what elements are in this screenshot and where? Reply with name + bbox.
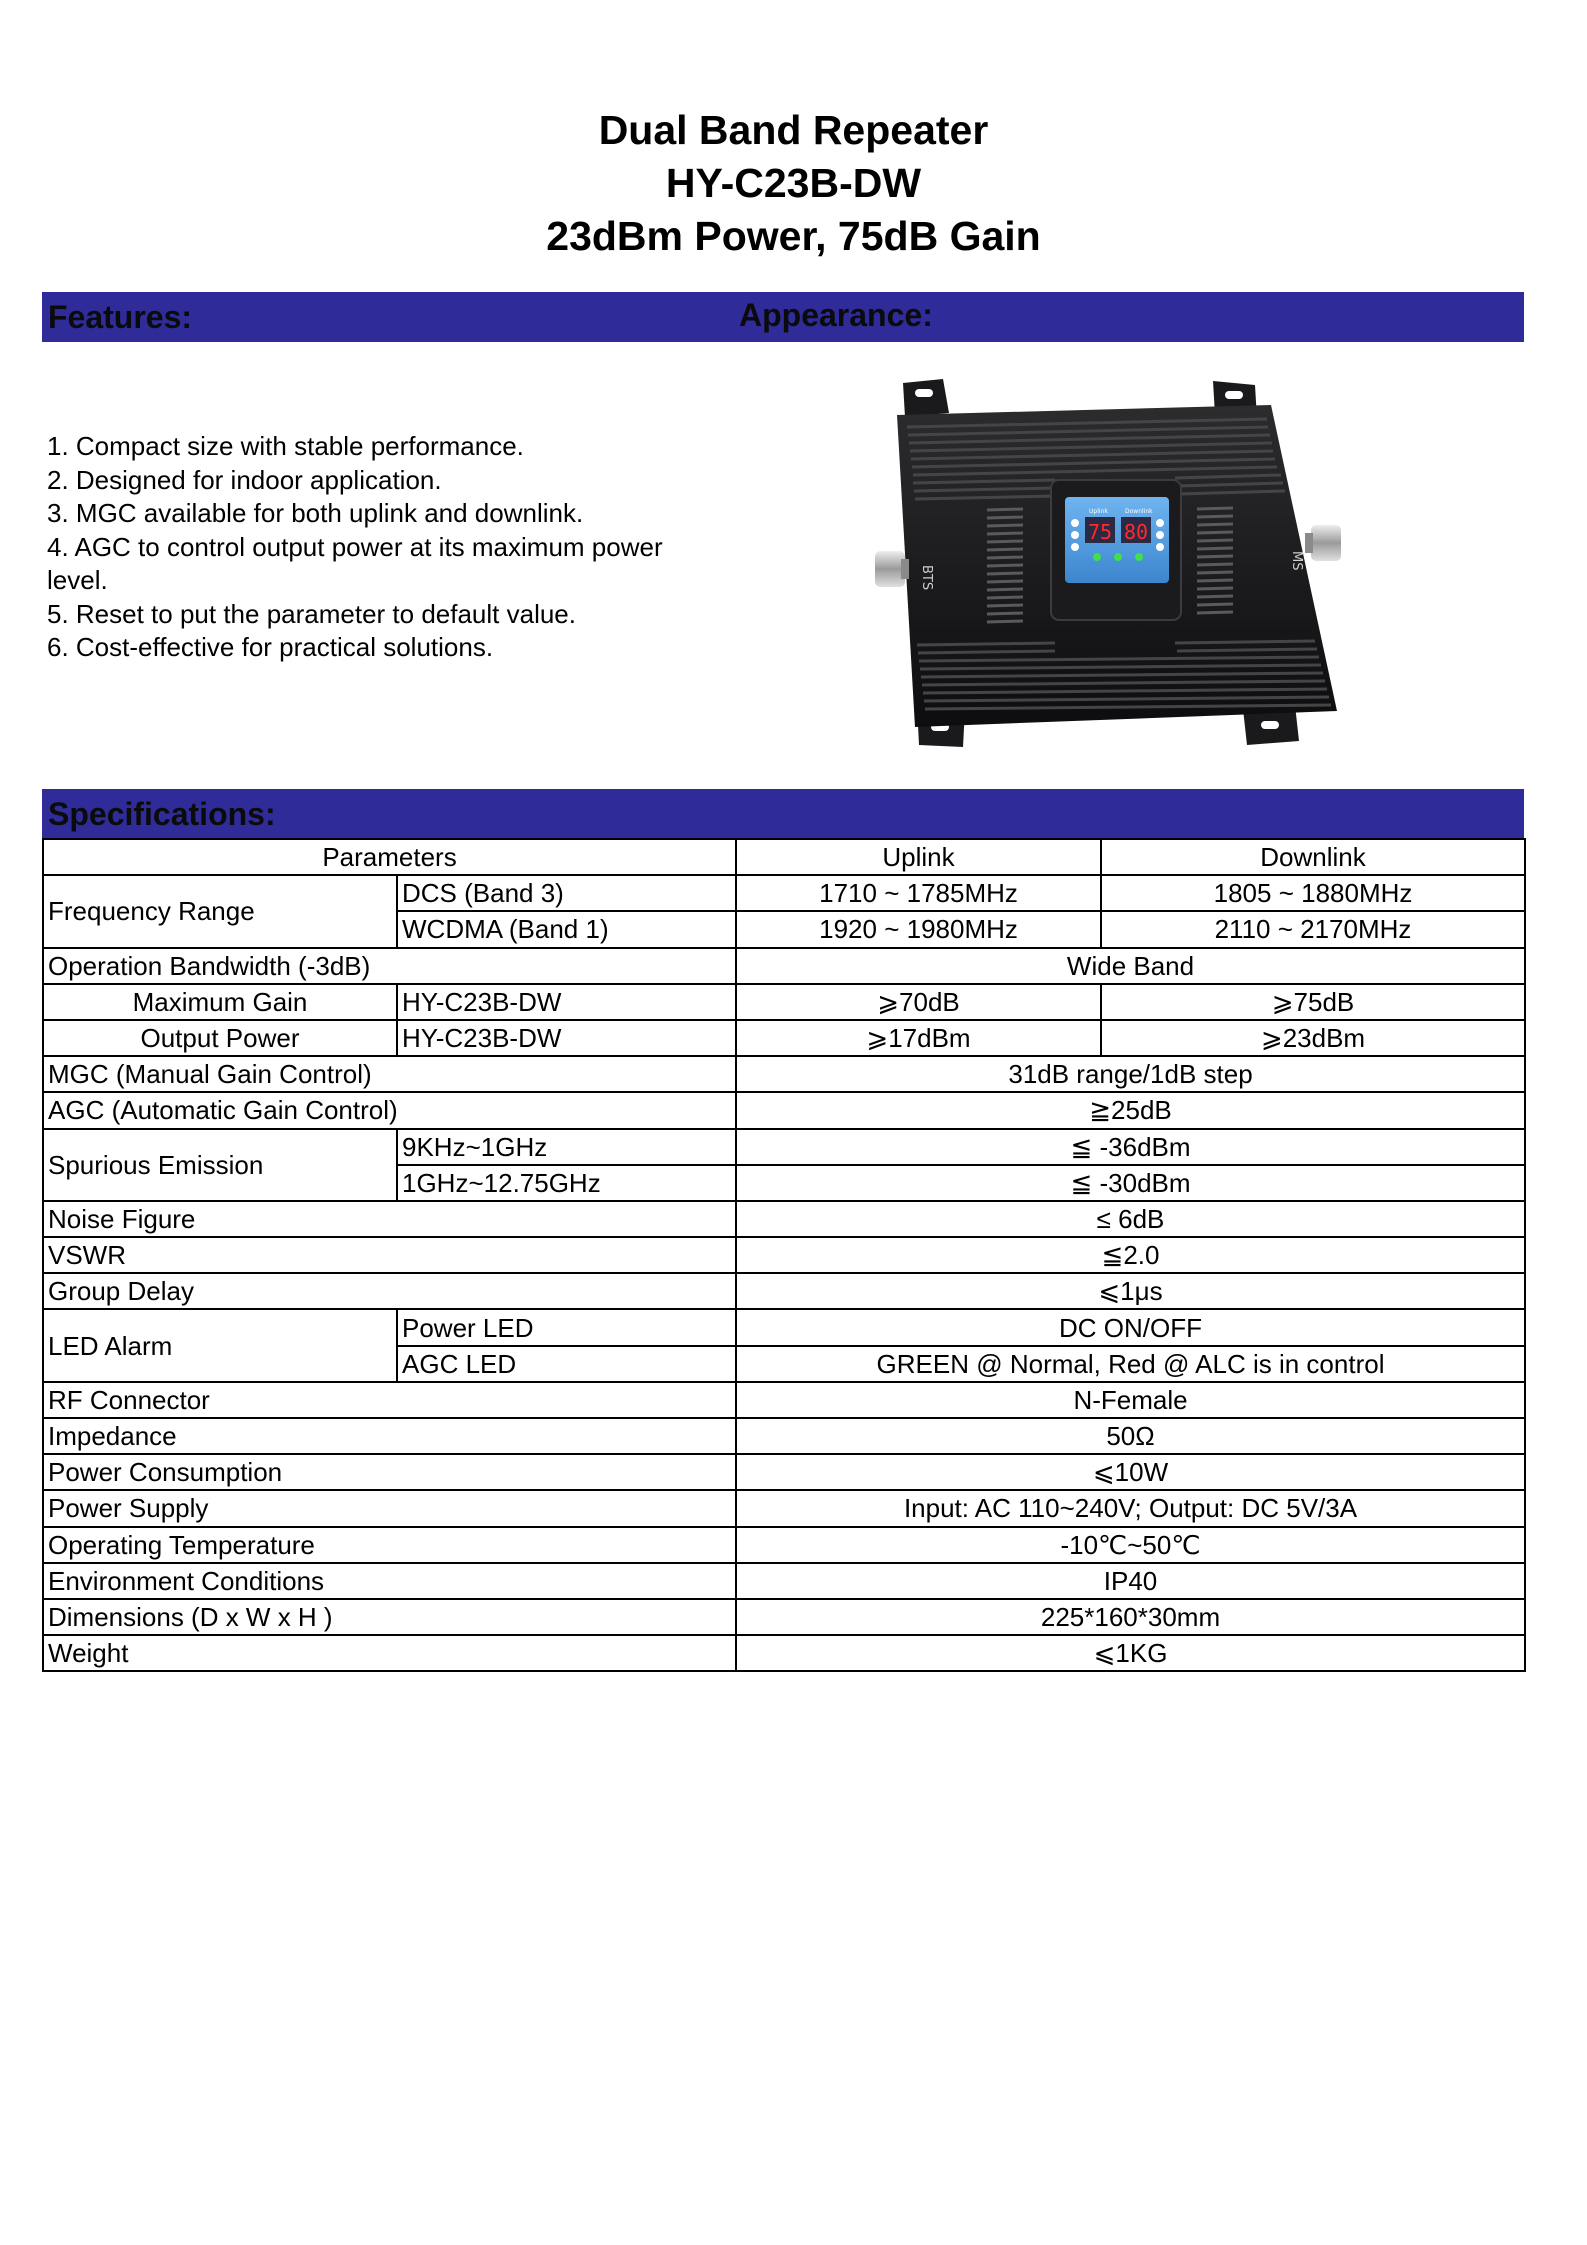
operating-temperature-label: Operating Temperature bbox=[43, 1527, 736, 1563]
dimensions-value: 225*160*30mm bbox=[736, 1599, 1525, 1635]
feature-item: 5. Reset to put the parameter to default value. bbox=[47, 598, 576, 629]
vswr-label: VSWR bbox=[43, 1237, 736, 1273]
table-row bbox=[43, 984, 1525, 1020]
power-led-value: DC ON/OFF bbox=[736, 1309, 1525, 1345]
led-alarm-label: LED Alarm bbox=[43, 1309, 397, 1381]
max-gain-uplink: ⩾70dB bbox=[736, 984, 1101, 1020]
table-row bbox=[43, 1527, 1525, 1563]
bandwidth-label: Operation Bandwidth (-3dB) bbox=[43, 948, 736, 984]
title-line-model: HY-C23B-DW bbox=[665, 160, 922, 206]
frequency-range-label: Frequency Range bbox=[43, 875, 397, 947]
weight-value: ⩽1KG bbox=[736, 1635, 1525, 1671]
table-row bbox=[43, 1237, 1525, 1273]
band-wcdma-downlink: 2110 ~ 2170MHz bbox=[1101, 911, 1525, 947]
environment-value: IP40 bbox=[736, 1563, 1525, 1599]
spurious-value-1: ≦ -36dBm bbox=[736, 1129, 1525, 1165]
table-header-row bbox=[43, 839, 1525, 875]
title-line-product: Dual Band Repeater bbox=[598, 107, 989, 153]
spurious-label: Spurious Emission bbox=[43, 1129, 397, 1201]
ms-connector bbox=[1305, 525, 1341, 561]
repeater-device-image bbox=[875, 375, 1345, 750]
rf-connector-value: N-Female bbox=[736, 1382, 1525, 1418]
group-delay-value: ⩽1μs bbox=[736, 1273, 1525, 1309]
features-appearance-header bbox=[42, 292, 1524, 342]
agc-led-label: AGC LED bbox=[397, 1346, 736, 1382]
features-heading: Features: bbox=[48, 299, 193, 335]
header-parameters: Parameters bbox=[43, 839, 736, 875]
spurious-range-2: 1GHz~12.75GHz bbox=[397, 1165, 736, 1201]
specifications-heading: Specifications: bbox=[48, 796, 276, 832]
specifications-header bbox=[42, 789, 1524, 839]
band-wcdma: WCDMA (Band 1) bbox=[397, 911, 736, 947]
power-led bbox=[1114, 553, 1122, 561]
operating-temperature-value: -10℃~50℃ bbox=[736, 1527, 1525, 1563]
agc-label: AGC (Automatic Gain Control) bbox=[43, 1092, 736, 1128]
output-power-label: Output Power bbox=[43, 1020, 397, 1056]
downlink-led bbox=[1135, 553, 1143, 561]
band-wcdma-uplink: 1920 ~ 1980MHz bbox=[736, 911, 1101, 947]
band-dcs-downlink: 1805 ~ 1880MHz bbox=[1101, 875, 1525, 911]
uplink-label: Uplink bbox=[1089, 508, 1108, 515]
downlink-gain-display: 80 bbox=[1124, 520, 1149, 544]
spurious-value-2: ≦ -30dBm bbox=[736, 1165, 1525, 1201]
feature-item: 6. Cost-effective for practical solutions. bbox=[47, 632, 494, 662]
feature-item: 3. MGC available for both uplink and downlink. bbox=[47, 498, 584, 528]
table-row bbox=[43, 1382, 1525, 1418]
table-row bbox=[43, 1092, 1525, 1128]
max-gain-downlink: ⩾75dB bbox=[1101, 984, 1525, 1020]
table-row bbox=[43, 1056, 1525, 1092]
environment-label: Environment Conditions bbox=[43, 1563, 736, 1599]
power-supply-value: Input: AC 110~240V; Output: DC 5V/3A bbox=[736, 1490, 1525, 1526]
table-row bbox=[43, 1129, 1525, 1165]
mgc-label: MGC (Manual Gain Control) bbox=[43, 1056, 736, 1092]
ms-port-label: MS bbox=[1289, 551, 1304, 571]
mgc-value: 31dB range/1dB step bbox=[736, 1056, 1525, 1092]
agc-value: ≧25dB bbox=[736, 1092, 1525, 1128]
max-gain-label: Maximum Gain bbox=[43, 984, 397, 1020]
lcd-screen bbox=[1065, 497, 1169, 583]
features-list bbox=[47, 430, 707, 665]
noise-label: Noise Figure bbox=[43, 1201, 736, 1237]
impedance-value: 50Ω bbox=[736, 1418, 1525, 1454]
dimensions-label: Dimensions (D x W x H ) bbox=[43, 1599, 736, 1635]
table-row bbox=[43, 1563, 1525, 1599]
table-row bbox=[43, 1635, 1525, 1671]
output-power-uplink: ⩾17dBm bbox=[736, 1020, 1101, 1056]
header-downlink: Downlink bbox=[1101, 839, 1525, 875]
vswr-value: ≦2.0 bbox=[736, 1237, 1525, 1273]
max-gain-model: HY-C23B-DW bbox=[397, 984, 736, 1020]
table-row bbox=[43, 1490, 1525, 1526]
power-consumption-label: Power Consumption bbox=[43, 1454, 736, 1490]
table-row bbox=[43, 1454, 1525, 1490]
table-row bbox=[43, 1309, 1525, 1345]
table-row bbox=[43, 1418, 1525, 1454]
power-consumption-value: ⩽10W bbox=[736, 1454, 1525, 1490]
table-row bbox=[43, 948, 1525, 984]
title-line-rating: 23dBm Power, 75dB Gain bbox=[546, 213, 1041, 259]
band-dcs: DCS (Band 3) bbox=[397, 875, 736, 911]
output-power-model: HY-C23B-DW bbox=[397, 1020, 736, 1056]
spurious-range-1: 9KHz~1GHz bbox=[397, 1129, 736, 1165]
specifications-table bbox=[42, 838, 1526, 1672]
rf-connector-label: RF Connector bbox=[43, 1382, 736, 1418]
table-row bbox=[43, 1201, 1525, 1237]
table-row bbox=[43, 1273, 1525, 1309]
feature-item: 2. Designed for indoor application. bbox=[47, 464, 442, 495]
downlink-label: Downlink bbox=[1125, 508, 1153, 515]
agc-led-value: GREEN @ Normal, Red @ ALC is in control bbox=[736, 1346, 1525, 1382]
impedance-label: Impedance bbox=[43, 1418, 736, 1454]
table-row bbox=[43, 1599, 1525, 1635]
output-power-downlink: ⩾23dBm bbox=[1101, 1020, 1525, 1056]
bandwidth-value: Wide Band bbox=[736, 948, 1525, 984]
weight-label: Weight bbox=[43, 1635, 736, 1671]
feature-item: 4. AGC to control output power at its maximum power level. bbox=[47, 531, 663, 595]
power-supply-label: Power Supply bbox=[43, 1490, 736, 1526]
bts-port-label: BTS bbox=[919, 565, 934, 591]
uplink-led bbox=[1093, 553, 1101, 561]
appearance-heading: Appearance: bbox=[739, 297, 933, 333]
mounting-tab bbox=[903, 379, 949, 417]
uplink-gain-display: 75 bbox=[1088, 520, 1113, 544]
feature-item: 1. Compact size with stable performance. bbox=[47, 431, 524, 461]
bts-connector bbox=[875, 551, 909, 587]
band-dcs-uplink: 1710 ~ 1785MHz bbox=[736, 875, 1101, 911]
document-title bbox=[0, 104, 1587, 263]
table-row bbox=[43, 1020, 1525, 1056]
group-delay-label: Group Delay bbox=[43, 1273, 736, 1309]
noise-value: ≤ 6dB bbox=[736, 1201, 1525, 1237]
power-led-label: Power LED bbox=[397, 1309, 736, 1345]
table-row bbox=[43, 875, 1525, 911]
header-uplink: Uplink bbox=[736, 839, 1101, 875]
